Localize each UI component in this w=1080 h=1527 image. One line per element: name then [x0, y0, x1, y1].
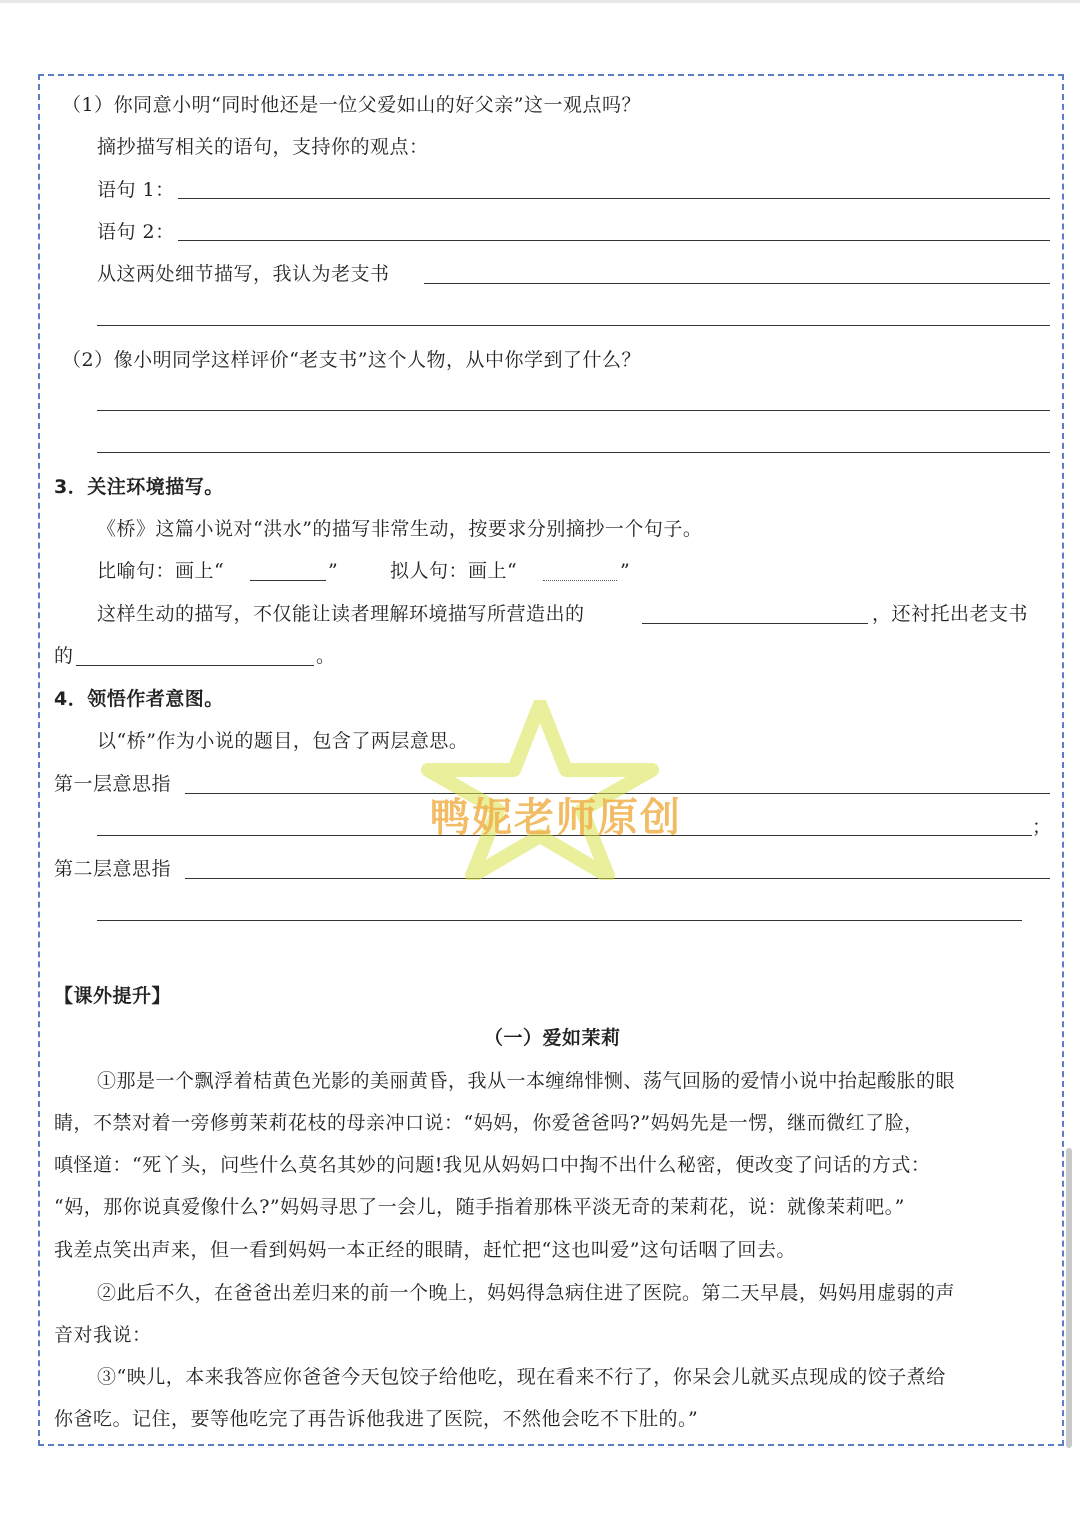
q2-prompt: （2）像小明同学这样评价“老支书”这个人物，从中你学到了什么？ — [62, 349, 642, 371]
p1-line-2: 睛，不禁对着一旁修剪茉莉花枝的母亲冲口说：“妈妈，你爱爸爸吗?”妈妈先是一愣，继而微红了脸， — [54, 1112, 924, 1134]
q1-conclusion: 从这两处细节描写，我认为老支书 — [97, 263, 390, 285]
sec3-period: 。 — [316, 645, 336, 667]
extra-header: 【课外提升】 — [54, 985, 172, 1007]
watermark-text: 鸭妮老师原创 — [430, 795, 682, 841]
personification-close-quote: ” — [620, 560, 631, 582]
p3-line-1: ③“映儿，本来我答应你爸爸今天包饺子给他吃，现在看来不行了，你呆会儿就买点现成的饺子煮给 — [97, 1366, 946, 1388]
personification-wavy-blank[interactable] — [543, 574, 617, 581]
meaning2-label: 第二层意思指 — [54, 858, 172, 880]
q1-sentence2-blank[interactable] — [178, 240, 1050, 241]
top-edge — [0, 0, 1080, 3]
q1-sentence1-blank[interactable] — [178, 198, 1050, 199]
q1-prompt: （1）你同意小明“同时他还是一位父爱如山的好父亲”这一观点吗？ — [62, 94, 642, 116]
sec3-line1b: ，还衬托出老支书 — [872, 603, 1029, 625]
q1-sentence1-label: 语句 1： — [97, 179, 175, 201]
atmosphere-blank[interactable] — [642, 623, 868, 624]
character-blank[interactable] — [76, 665, 314, 666]
q1-instruction: 摘抄描写相关的语句，支持你的观点： — [97, 136, 429, 158]
meaning2-blank-2[interactable] — [97, 920, 1022, 921]
q1-sentence2-label: 语句 2： — [97, 221, 175, 243]
p3-line-2: 你爸吃。记住，要等他吃完了再告诉他我进了医院，不然他会吃不下肚的。” — [54, 1408, 699, 1430]
simile-close-quote: ” — [328, 560, 339, 582]
p1-line-1: ①那是一个飘浮着桔黄色光影的美丽黄昏，我从一本缠绵悱恻、荡气回肠的爱情小说中抬起酸胀的眼 — [97, 1070, 956, 1092]
sec3-intro: 《桥》这篇小说对“洪水”的描写非常生动，按要求分别摘抄一个句子。 — [97, 518, 703, 540]
sec3-title: 3．关注环境描写。 — [54, 476, 224, 498]
q2-answer-blank-1[interactable] — [97, 410, 1050, 411]
q1-conclusion-blank[interactable] — [424, 283, 1050, 284]
personification-label: 拟人句：画上“ — [390, 560, 518, 582]
passage-title: （一）爱如茉莉 — [484, 1027, 621, 1049]
q2-answer-blank-2[interactable] — [97, 452, 1050, 453]
p1-line-5: 我差点笑出声来，但一看到妈妈一本正经的眼睛，赶忙把“这也叫爱”这句话咽了回去。 — [54, 1239, 796, 1261]
sec3-line1: 这样生动的描写，不仅能让读者理解环境描写所营造出的 — [97, 603, 585, 625]
sec4-intro: 以“桥”作为小说的题目，包含了两层意思。 — [97, 730, 469, 752]
meaning1-semicolon: ； — [1032, 816, 1052, 838]
p1-line-3: 嗔怪道：“死丫头，问些什么莫名其妙的问题!我见从妈妈口中掏不出什么秘密，便改变了问话的方式： — [54, 1154, 931, 1176]
meaning1-label: 第一层意思指 — [54, 773, 172, 795]
simile-blank[interactable] — [250, 580, 326, 581]
p2-line-1: ②此后不久，在爸爸出差归来的前一个晚上，妈妈得急病住进了医院。第二天早晨，妈妈用虚弱的声 — [97, 1282, 956, 1304]
scrollbar[interactable] — [1066, 1148, 1072, 1448]
p2-line-2: 音对我说： — [54, 1324, 152, 1346]
p1-line-4: “妈，那你说真爱像什么?”妈妈寻思了一会儿，随手指着那株平淡无奇的茉莉花，说：就像茉莉吧。” — [54, 1196, 905, 1218]
sec3-line2: 的 — [54, 645, 74, 667]
sec4-title: 4．领悟作者意图。 — [54, 688, 224, 710]
simile-label: 比喻句：画上“ — [97, 560, 225, 582]
q1-conclusion-blank-2[interactable] — [97, 325, 1050, 326]
